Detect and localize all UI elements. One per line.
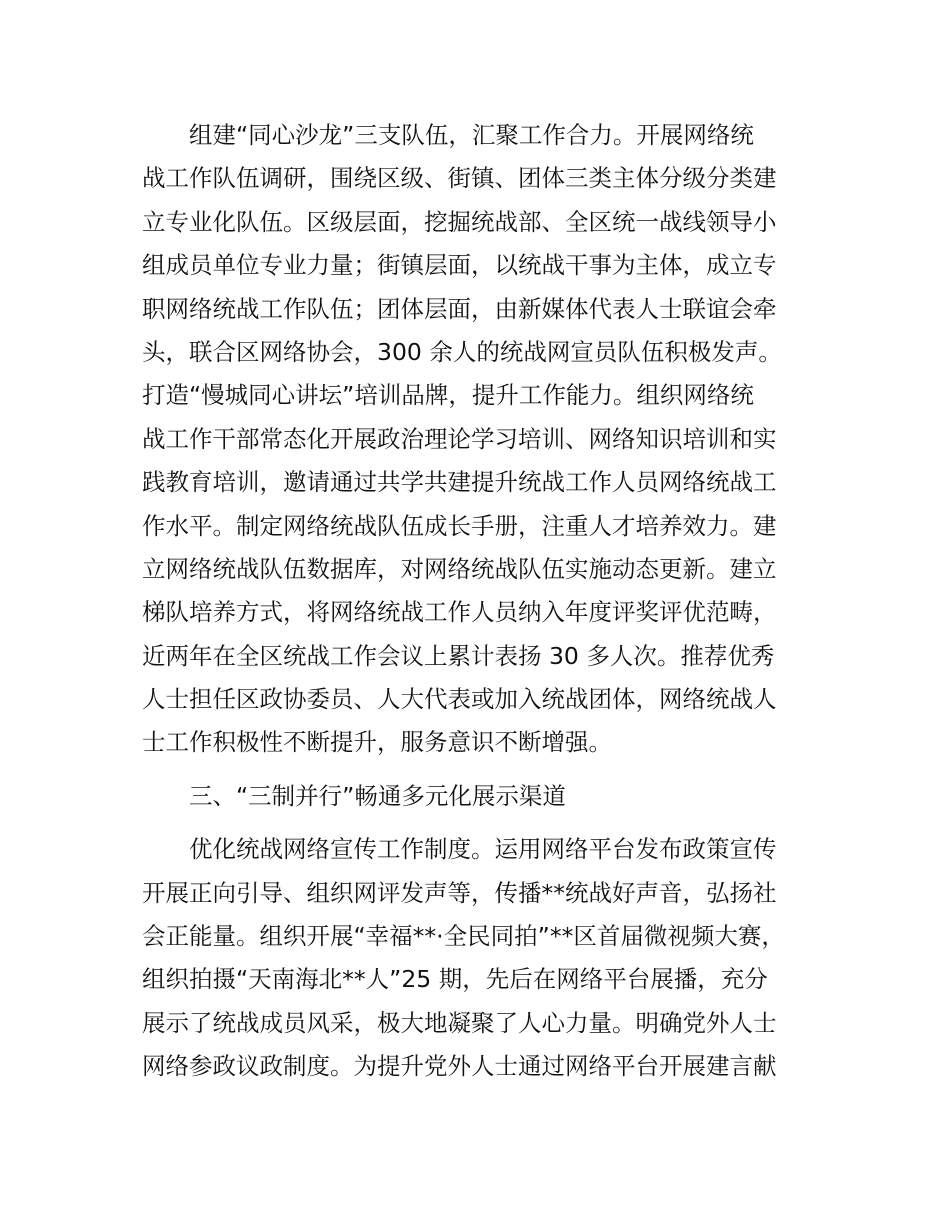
text-line: 立专业化队伍。区级层面，挖掘统战部、全区统一战线领导小 <box>142 207 777 236</box>
paragraph-publicity-system <box>142 828 822 1088</box>
text-line: 网络参政议政制度。为提升党外人士通过网络平台开展建言献 <box>142 1052 777 1081</box>
text-line: 头，联合区网络协会，300 余人的统战网宣员队伍积极发声。 <box>142 337 782 366</box>
text-line: 组成员单位专业力量；街镇层面，以统战干事为主体，成立专 <box>142 251 777 280</box>
text-line: 近两年在全区统战工作会议上累计表扬 30 多人次。推荐优秀 <box>142 641 775 670</box>
text-line: 梯队培养方式，将网络统战工作人员纳入年度评奖评优范畴， <box>142 598 777 627</box>
section-heading <box>142 775 822 818</box>
text-line: 作水平。制定网络统战队伍成长手册，注重人才培养效力。建 <box>142 511 777 540</box>
text-line: 战工作队伍调研，围绕区级、街镇、团体三类主体分级分类建 <box>142 164 777 193</box>
text-line: 展示了统战成员风采，极大地凝聚了人心力量。明确党外人士 <box>142 1008 777 1037</box>
document-body <box>142 114 822 1089</box>
paragraph-spacing <box>142 765 822 775</box>
text-line: 人士担任区政协委员、人大代表或加入统战团体，网络统战人 <box>142 685 777 714</box>
text-line: 开展正向引导、组织网评发声等，传播**统战好声音，弘扬社 <box>142 878 777 907</box>
section-heading-text: 三、“三制并行”畅通多元化展示渠道 <box>189 781 566 810</box>
text-line: 优化统战网络宣传工作制度。运用网络平台发布政策宣传 <box>189 835 777 864</box>
text-line: 职网络统战工作队伍；团体层面，由新媒体代表人士联谊会牵 <box>142 294 777 323</box>
text-line: 践教育培训，邀请通过共学共建提升统战工作人员网络统战工 <box>142 468 777 497</box>
text-line: 会正能量。组织开展“幸福**·全民同拍”**区首届微视频大赛， <box>142 922 785 951</box>
text-line: 组建“同心沙龙”三支队伍，汇聚工作合力。开展网络统 <box>189 121 754 149</box>
paragraph-spacing <box>142 818 822 828</box>
text-line: 组织拍摄“天南海北**人”25 期，先后在网络平台展播，充分 <box>142 965 768 994</box>
text-line: 打造“慢城同心讲坛”培训品牌，提升工作能力。组织网络统 <box>142 381 754 410</box>
text-line: 战工作干部常态化开展政治理论学习培训、网络知识培训和实 <box>142 424 777 453</box>
text-line: 立网络统战队伍数据库，对网络统战队伍实施动态更新。建立 <box>142 554 777 583</box>
paragraph-team-building <box>142 114 822 765</box>
text-line: 士工作积极性不断提升，服务意识不断增强。 <box>142 728 612 757</box>
